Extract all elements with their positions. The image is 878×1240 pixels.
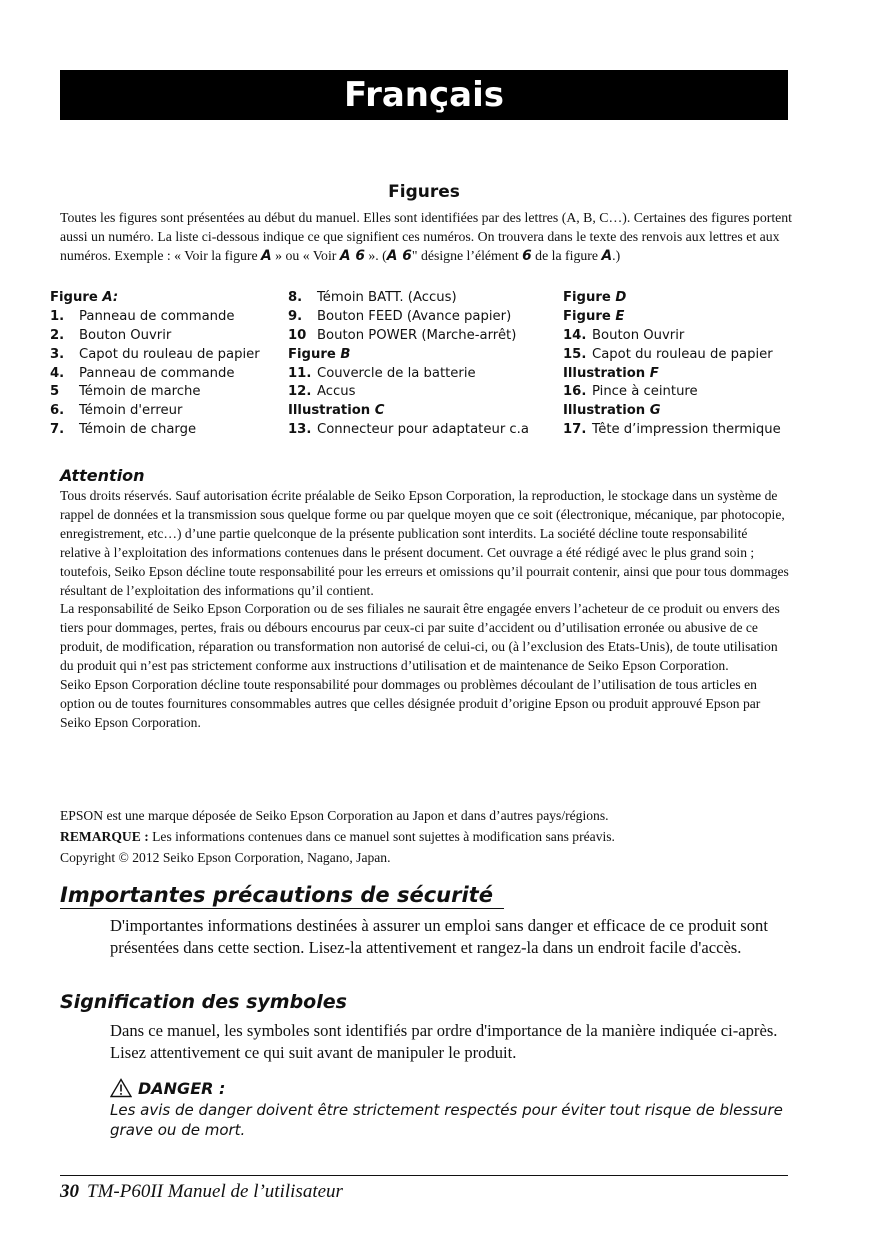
figures-column-2 <box>288 289 529 440</box>
list-item: 12. Accus <box>288 384 356 400</box>
page-number: 30 <box>60 1181 79 1202</box>
figure-heading: Figure A: <box>50 290 119 305</box>
copyright-line: Copyright © 2012 Seiko Epson Corporation, Nagano, Japan. <box>60 850 391 865</box>
figure-heading: Illustration C <box>288 403 385 419</box>
trademark-block <box>60 805 790 868</box>
safety-paragraph: D'importantes informations destinées à assurer un emploi sans danger et efficace de ce produit sont présentées dans cette section. Lisez-la attentivement et rangez-la dans un endroit facile d'accès. <box>110 916 768 957</box>
remarque-line: REMARQUE : Les informations contenues dans ce manuel sont sujettes à modification sans préavis. <box>60 829 615 844</box>
attention-paragraph: La responsabilité de Seiko Epson Corporation ou de ses filiales ne saurait être engagée envers l’acheteur de ce produit ou envers des tiers pour dommages, pertes, frais ou débours encourus par ceux-ci par suite d’accident ou d’utilisation erronée ou abusive de ce produit, de modification, réparation ou transformation non autorisé de celui-ci, ou (à l’exclusion des Etats-Unis), de toute utilisation du produit qui n’est pas strictement conforme aux instructions d’utilisation et de maintenance de Seiko Epson Corporation. <box>60 601 780 674</box>
attention-paragraph: Tous droits réservés. Sauf autorisation écrite préalable de Seiko Epson Corporation, la reproduction, le stockage dans un système de rappel de données et la transmission sous quelque forme ou par quelque moyen que ce soit (électronique, mécanique, par photocopie, enregistrement, etc…) d’une partie quelconque de la présente publication sont interdits. La société décline toute responsabilité relative à l’exploitation des informations contenues dans le présent document. Cet ouvrage a été rédigé avec le plus grand soin ; toutefois, Seiko Epson décline toute responsabilité pour les erreurs et omissions qu’il pourrait contenir, ainsi que pour tous dommages résultant de l’exploitation des informations qu’il contient. <box>60 488 789 598</box>
list-item: 16. Pince à ceinture <box>563 384 698 400</box>
figures-column-3 <box>563 289 781 440</box>
list-item: 17. Tête d’impression thermique <box>563 422 781 438</box>
figure-heading: Illustration F <box>563 365 659 381</box>
list-item: 14. Bouton Ouvrir <box>563 327 685 343</box>
list-item: 6. Témoin d'erreur <box>50 403 183 419</box>
list-item: 11. Couvercle de la batterie <box>288 365 476 381</box>
list-item: 15. Capot du rouleau de papier <box>563 346 773 362</box>
footer-divider <box>60 1175 788 1176</box>
figure-heading: Figure B <box>288 346 351 362</box>
list-item: 7. Témoin de charge <box>50 422 197 438</box>
attention-heading: Attention <box>60 466 145 485</box>
attention-paragraph: Seiko Epson Corporation décline toute responsabilité pour dommages ou problèmes découlant de l’utilisation de tous articles en option ou de toutes fournitures consommables autres que celles désignée produit d’origine Epson ou produit approuvé Epson par Seiko Epson Corporation. <box>60 677 761 730</box>
trademark-line: EPSON est une marque déposée de Seiko Epson Corporation au Japon et dans d’autres pays/régions. <box>60 808 609 823</box>
list-item: 2. Bouton Ouvrir <box>50 327 172 343</box>
danger-text: Les avis de danger doivent être strictement respectés pour éviter tout risque de blessure grave ou de mort. <box>110 1101 783 1139</box>
list-item: 8. Témoin BATT. (Accus) <box>288 290 457 305</box>
symbols-paragraph: Dans ce manuel, les symboles sont identifiés par ordre d'importance de la manière indiquée ci-après. Lisez attentivement ce qui suit avant de manipuler le produit. <box>110 1021 778 1062</box>
figure-heading: Illustration G <box>563 403 661 419</box>
manual-title: TM-P60II Manuel de l’utilisateur <box>87 1181 343 1202</box>
list-item: 13. Connecteur pour adaptateur c.a <box>288 422 529 438</box>
figure-heading: Figure D <box>563 290 627 305</box>
safety-heading: Importantes précautions de sécurité <box>60 883 504 909</box>
list-item: 3. Capot du rouleau de papier <box>50 346 260 362</box>
list-item: 4. Panneau de commande <box>50 365 235 381</box>
figure-heading: Figure E <box>563 308 625 324</box>
danger-label: DANGER : <box>110 1078 225 1098</box>
figures-heading: Figures <box>388 182 460 202</box>
language-banner: Français <box>60 70 788 120</box>
attention-body <box>60 487 790 733</box>
list-item: 1. Panneau de commande <box>50 308 235 324</box>
list-item: 10 Bouton POWER (Marche-arrêt) <box>288 327 517 343</box>
figures-intro: Toutes les figures sont présentées au début du manuel. Elles sont identifiées par des lettres (A, B, C…). Certaines des figures portent aussi un numéro. La liste ci-dessous indique ce que signifient ces numéros. On trouvera dans le texte des renvois aux lettres et aux numéros. Exemple : « Voir la figure A » ou « Voir A 6 ». (A 6" désigne l’élément 6 de la figure A.) <box>60 210 793 264</box>
list-item: 9. Bouton FEED (Avance papier) <box>288 308 512 324</box>
figures-column-1 <box>50 289 260 440</box>
list-item: 5 Témoin de marche <box>50 384 201 400</box>
symbols-heading: Signification des symboles <box>60 991 347 1013</box>
warning-triangle-icon <box>110 1078 132 1098</box>
page-footer <box>60 1181 343 1203</box>
